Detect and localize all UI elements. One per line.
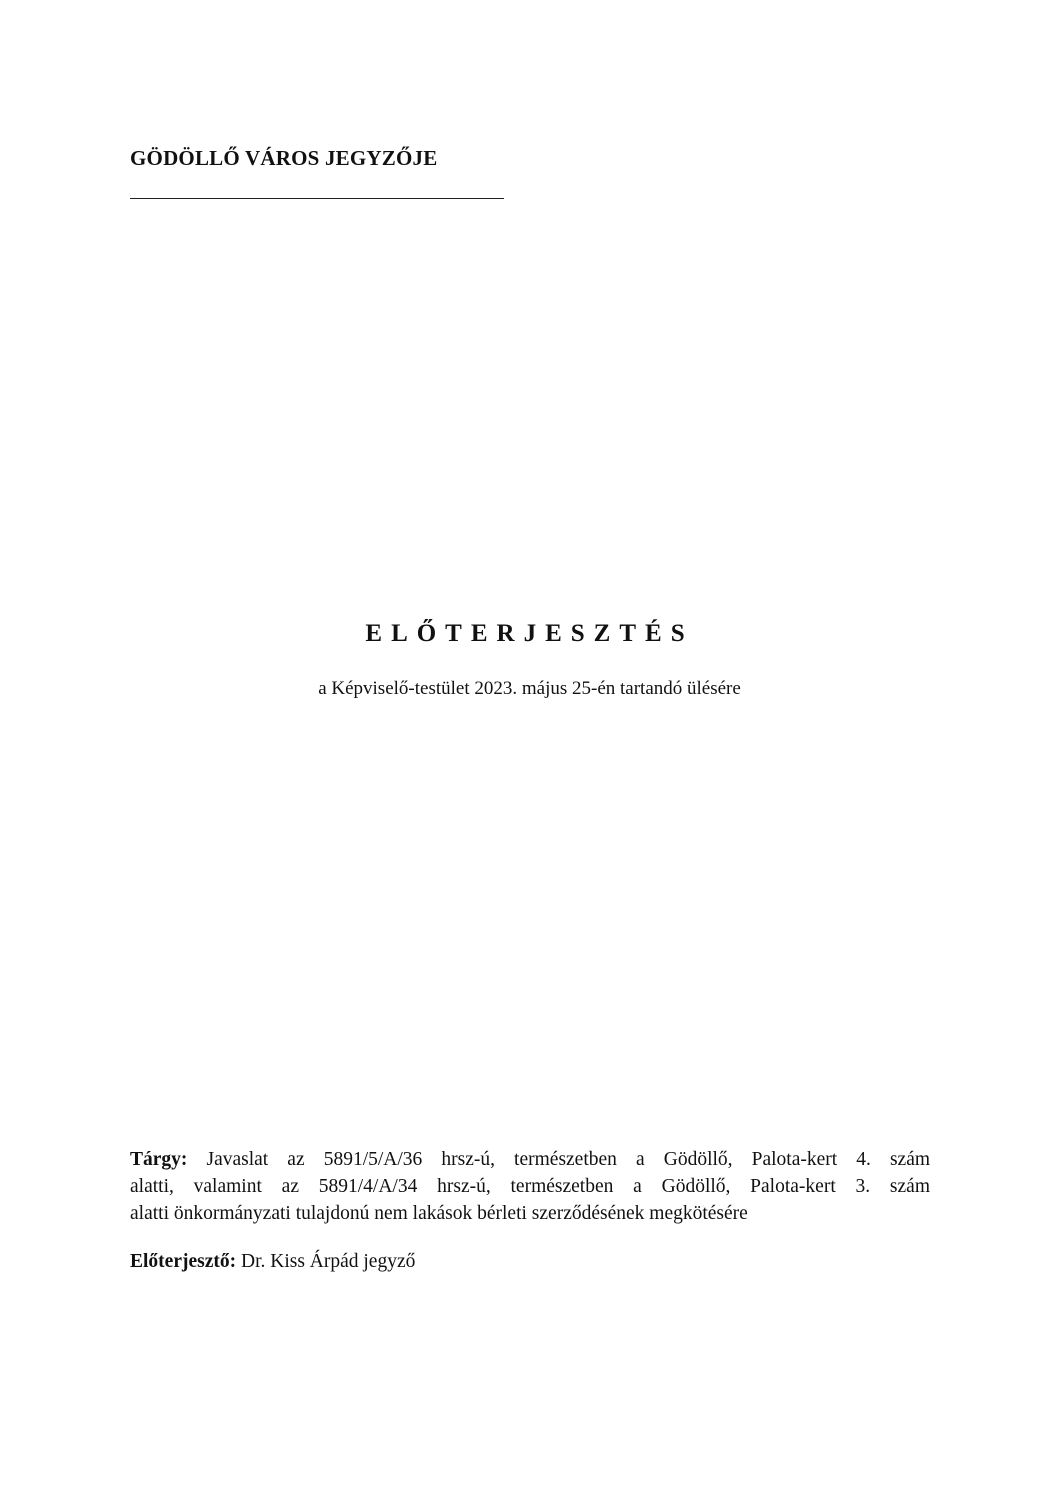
subject-line-2: alatti, valamint az 5891/4/A/34 hrsz-ú, természetben a Gödöllő, Palota-kert 3. szám (130, 1176, 930, 1197)
subject-line-3: alatti önkormányzati tulajdonú nem lakások bérleti szerződésének megkötésére (130, 1203, 748, 1224)
document-subtitle: a Képviselő-testület 2023. május 25-én tartandó ülésére (318, 678, 741, 699)
presenter-label: Előterjesztő: (130, 1251, 237, 1272)
issuer-heading: GÖDÖLLŐ VÁROS JEGYZŐJE (130, 146, 438, 170)
subject-block (130, 1146, 930, 1227)
issuer-underline (130, 198, 504, 199)
subject-label: Tárgy: (130, 1149, 188, 1170)
subject-line-1 (130, 1146, 930, 1173)
document-title: ELŐTERJESZTÉS (365, 620, 694, 647)
presenter-name: Dr. Kiss Árpád jegyző (240, 1251, 416, 1272)
presenter-block (130, 1251, 415, 1273)
subject-text-1: Javaslat az 5891/5/A/36 hrsz-ú, természetben a Gödöllő, Palota-kert 4. szám (206, 1149, 931, 1170)
